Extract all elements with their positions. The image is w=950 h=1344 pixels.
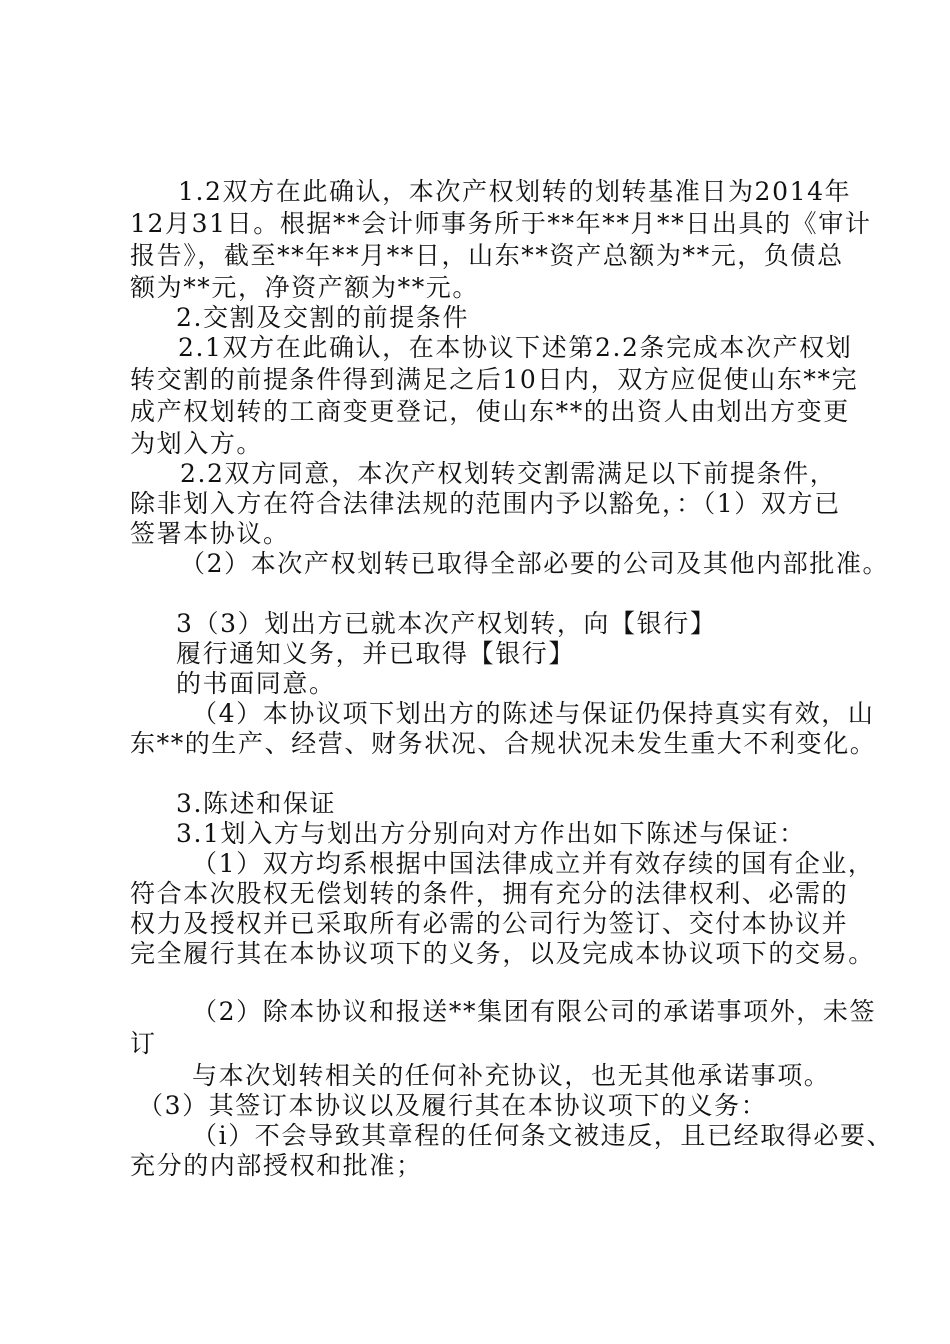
section-heading: 2.交割及交割的前提条件 (176, 303, 470, 332)
para-line: 报告》，截至**年**月**日，山东**资产总额为**元，负债总 (130, 241, 844, 270)
para-line: （4）本协议项下划出方的陈述与保证仍保持真实有效，山 (192, 699, 875, 728)
para-line: 2.2双方同意，本次产权划转交割需满足以下前提条件， (180, 459, 837, 488)
para-line: （2）本次产权划转已取得全部必要的公司及其他内部批准。 (180, 549, 890, 578)
para-line: 2.1双方在此确认，在本协议下述第2.2条完成本次产权划 (178, 333, 853, 362)
para-line: 转交割的前提条件得到满足之后10日内，双方应促使山东**完 (130, 365, 859, 394)
para-line: 与本次划转相关的任何补充协议，也无其他承诺事项。 (192, 1061, 831, 1090)
para-line: （1）双方均系根据中国法律成立并有效存续的国有企业， (192, 849, 875, 878)
para-line: 权力及授权并已采取所有必需的公司行为签订、交付本协议并 (130, 909, 849, 938)
para-line: 充分的内部授权和批准； (130, 1151, 423, 1180)
para-line: 12月31日。根据**会计师事务所于**年**月**日出具的《审计 (130, 209, 872, 238)
para-line: （i）不会导致其章程的任何条文被违反，且已经取得必要、 (192, 1121, 894, 1150)
para-line: 为划入方。 (130, 429, 264, 458)
para-line: 订 (130, 1029, 157, 1058)
para-line: （2）除本协议和报送**集团有限公司的承诺事项外，未签 (192, 997, 877, 1026)
para-line: （3）其签订本协议以及履行其在本协议项下的义务： (138, 1091, 768, 1120)
para-line: 3（3）划出方已就本次产权划转，向【银行】 (176, 609, 717, 638)
para-line: 额为**元，净资产额为**元。 (130, 273, 480, 302)
para-line: 东**的生产、经营、财务状况、合规状况未发生重大不利变化。 (130, 729, 877, 758)
para-line: 除非划入方在符合法律法规的范围内予以豁免，：（1）双方已 (130, 489, 841, 518)
para-line: 3.1划入方与划出方分别向对方作出如下陈述与保证： (176, 819, 806, 848)
para-line: 签署本协议。 (130, 519, 290, 548)
para-line: 履行通知义务，并已取得【银行】 (176, 639, 576, 668)
para-line: 完全履行其在本协议项下的义务，以及完成本协议项下的交易。 (130, 939, 875, 968)
para-line: 的书面同意。 (176, 669, 336, 698)
para-line: 1.2双方在此确认，本次产权划转的划转基准日为2014年 (178, 177, 852, 206)
para-line: 符合本次股权无偿划转的条件，拥有充分的法律权利、必需的 (130, 879, 849, 908)
para-line: 成产权划转的工商变更登记，使山东**的出资人由划出方变更 (130, 397, 850, 426)
section-heading: 3.陈述和保证 (176, 789, 337, 818)
